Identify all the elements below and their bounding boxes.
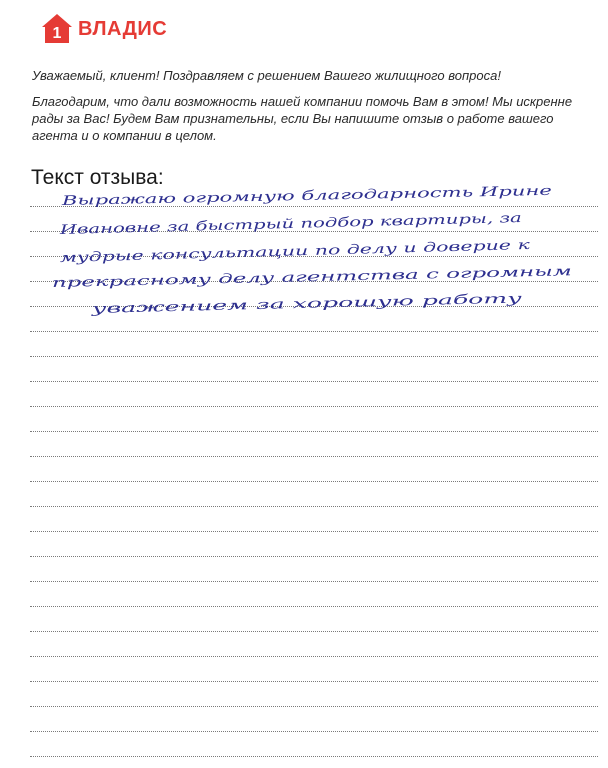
handwritten-line: Выражаю огромную благодарность Ирине (61, 187, 364, 209)
ruled-line (30, 531, 598, 532)
ruled-line (30, 256, 598, 257)
ruled-line (30, 381, 598, 382)
ruled-line (30, 756, 598, 757)
company-logo (40, 12, 167, 46)
ruled-line (30, 581, 598, 582)
ruled-line (30, 231, 598, 232)
ruled-line (30, 481, 598, 482)
ruled-line (30, 631, 598, 632)
house-key-logo-icon (40, 12, 74, 46)
ruled-line (30, 456, 598, 457)
ruled-line (30, 731, 598, 732)
ruled-line (30, 606, 598, 607)
review-title: Текст отзыва: (31, 166, 164, 189)
handwritten-line: прекрасному делу агентства с огромным (51, 269, 347, 291)
handwritten-line: Ивановне за быстрый подбор квартиры, за (59, 214, 367, 238)
logo-digit: 1 (52, 25, 62, 42)
handwritten-line: мудрые консультации по делу и доверие к (59, 242, 358, 266)
ruled-line (30, 281, 598, 282)
ruled-line (30, 306, 598, 307)
ruled-line (30, 331, 598, 332)
greeting-text: Уважаемый, клиент! Поздравляем с решением Вашего жилищного вопроса! (32, 68, 501, 83)
ruled-line (30, 556, 598, 557)
thanks-text: Благодарим, что дали возможность нашей компании помочь Вам в этом! Мы искренне рады за Вас! Будем Вам признательны, если Вы напишите отзыв о работе вашего агента и о компании в целом. (32, 94, 573, 143)
ruled-line (30, 356, 598, 357)
review-lines (30, 186, 598, 768)
intro-text (32, 67, 577, 144)
ruled-line (30, 656, 598, 657)
ruled-line (30, 706, 598, 707)
ruled-line (30, 206, 598, 207)
logo-wordmark: ВЛАДИС (78, 17, 168, 40)
ruled-line (30, 431, 598, 432)
ruled-line (30, 506, 598, 507)
handwritten-line: уважением за хорошую работу (91, 296, 315, 317)
ruled-line (30, 681, 598, 682)
ruled-line (30, 406, 598, 407)
